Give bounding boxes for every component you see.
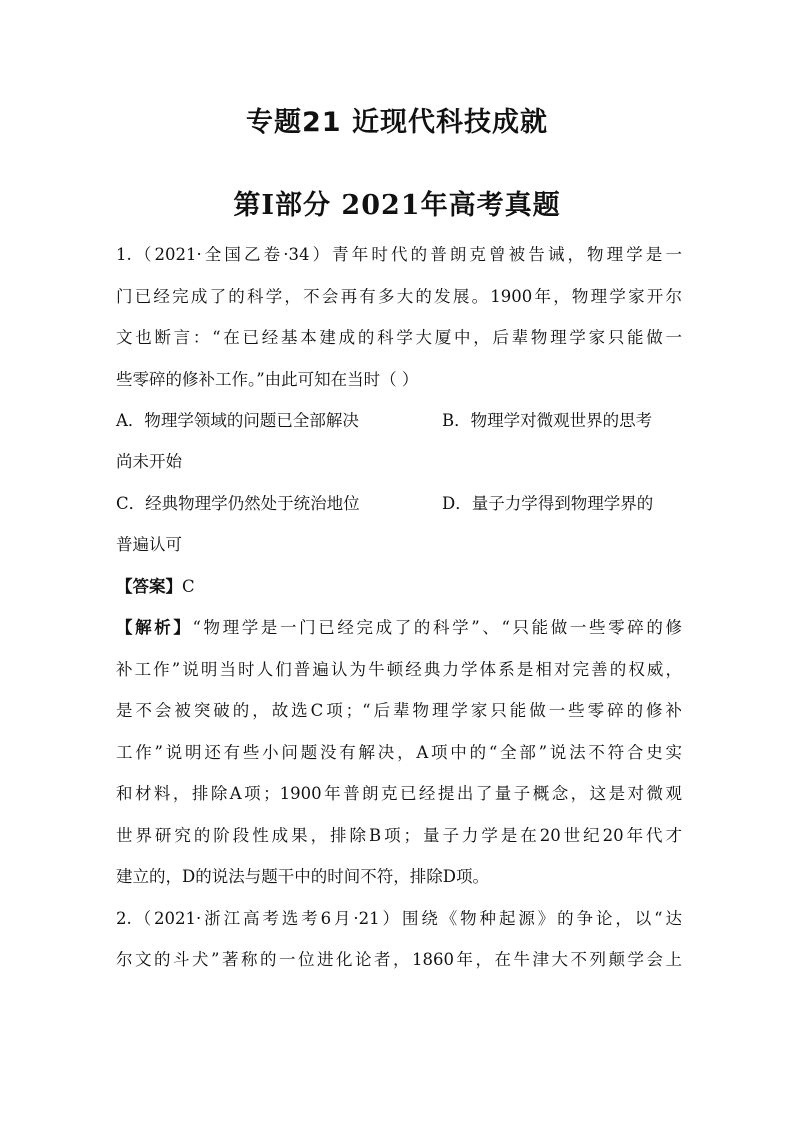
question-2-stem-line-1: 2.（2021·浙江高考选考6月·21）围绕《物种起源》的争论，以“达: [116, 909, 682, 928]
answer-line: [116, 576, 195, 598]
question-1-stem-line-4: 些零碎的修补工作。”由此可知在当时（ ）: [116, 370, 419, 389]
option-b-wrapper: [442, 410, 652, 432]
analysis-text-1: “物理学是一门已经完成了的科学”、“只能做一些零碎的修: [192, 618, 683, 637]
option-b-continuation: 尚未开始: [116, 452, 182, 471]
question-2-stem-line-2: 尔文的斗犬”著称的一位进化论者，1860年，在牛津大不列颠学会上: [116, 950, 682, 969]
option-d-wrapper: [442, 493, 653, 515]
analysis-line-7: 建立的，D的说法与题干中的时间不符，排除D项。: [116, 867, 489, 886]
option-row-cd: [116, 493, 360, 515]
option-d: D．量子力学得到物理学界的: [442, 494, 654, 513]
section-subtitle: 第Ⅰ部分 2021年高考真题: [233, 190, 561, 221]
answer-value: C: [182, 577, 195, 596]
question-1-stem-line-1: 1.（2021·全国乙卷·34）青年时代的普朗克曾被告诫，物理学是一: [116, 245, 682, 264]
question-1-stem-line-3: 文也断言：“在已经基本建成的科学大厦中，后辈物理学家只能做一: [116, 328, 682, 347]
option-row-ab: [116, 410, 359, 432]
analysis-label: 【解析】: [116, 618, 193, 637]
answer-label: 【答案】: [116, 577, 182, 596]
option-a: A．物理学领域的问题已全部解决: [116, 411, 359, 430]
analysis-line-3: 是不会被突破的，故选C项；“后辈物理学家只能做一些零碎的修补: [116, 701, 682, 720]
option-d-continuation: 普遍认可: [116, 535, 182, 554]
analysis-line-4: 工作”说明还有些小问题没有解决，A项中的“全部”说法不符合史实: [116, 743, 682, 762]
analysis-line-2: 补工作”说明当时人们普遍认为牛顿经典力学体系是相对完善的权威，: [116, 660, 682, 679]
analysis-line-6: 世界研究的阶段性成果，排除B项；量子力学是在20世纪20年代才: [116, 826, 682, 845]
analysis-line-1: [116, 617, 682, 639]
document-title: 专题21 近现代科技成就: [246, 107, 548, 138]
option-b: B．物理学对微观世界的思考: [442, 411, 653, 430]
option-c: C．经典物理学仍然处于统治地位: [116, 494, 360, 513]
question-1-stem-line-2: 门已经完成了的科学，不会再有多大的发展。1900年，物理学家开尔: [116, 287, 682, 306]
analysis-line-5: 和材料，排除A项；1900年普朗克已经提出了量子概念，这是对微观: [116, 784, 682, 803]
